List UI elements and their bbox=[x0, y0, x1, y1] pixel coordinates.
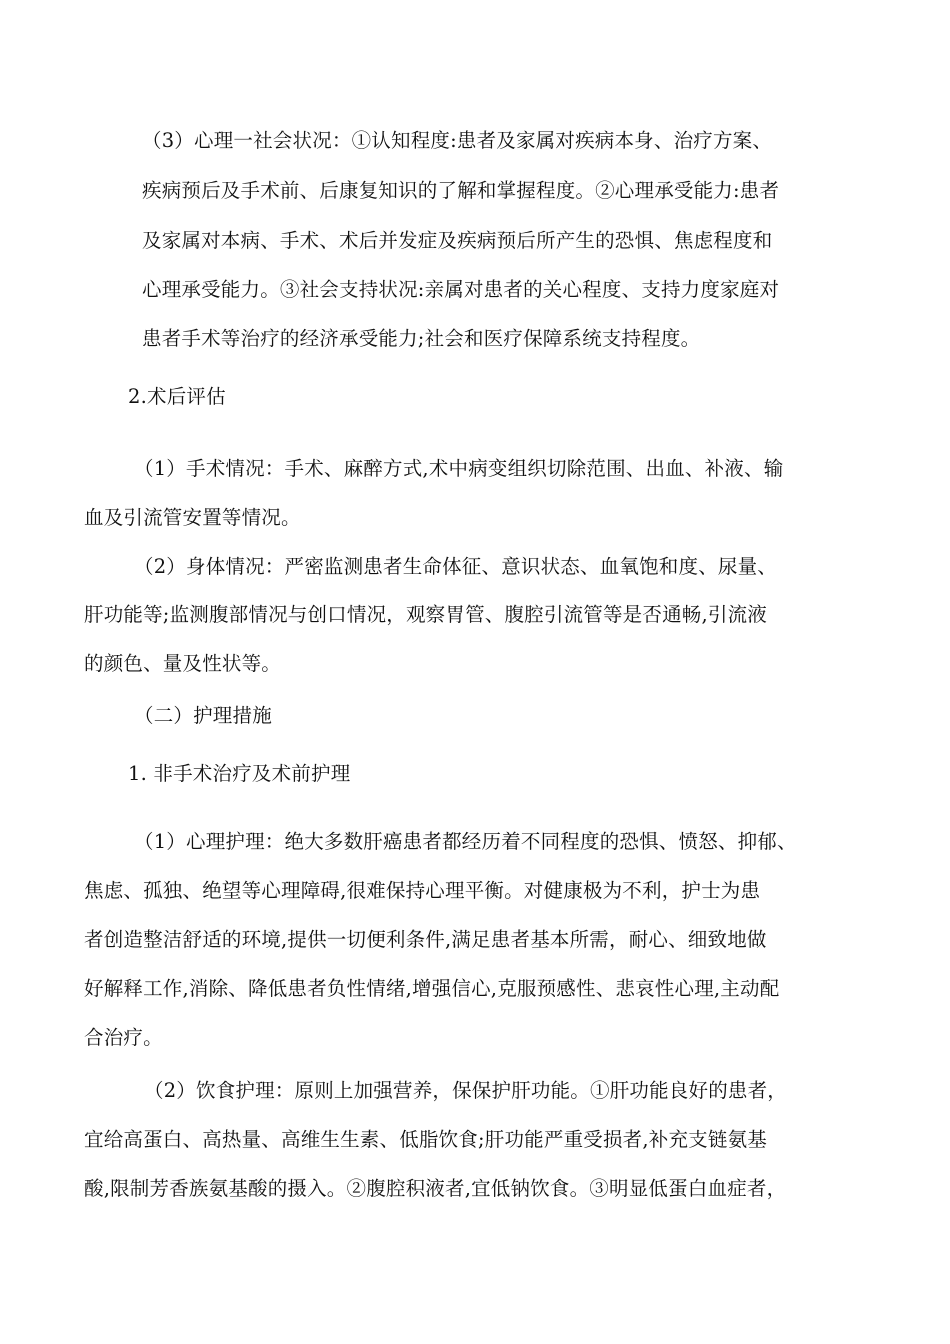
text-line: 好解释工作,消除、降低患者负性情绪,增强信心,克服预感性、悲哀性心理,主动配 bbox=[84, 977, 780, 1000]
text-line: （3）心理一社会状况：①认知程度:患者及家属对疾病本身、治疗方案、 bbox=[142, 129, 773, 152]
text-line: （2）身体情况：严密监测患者生命体征、意识状态、血氧饱和度、尿量、 bbox=[134, 555, 778, 578]
text-line: （2）饮食护理：原则上加强营养，保保护肝功能。①肝功能良好的患者， bbox=[144, 1079, 788, 1102]
section-heading: 2.术后评估 bbox=[128, 385, 226, 408]
section-heading: （二）护理措施 bbox=[134, 704, 272, 727]
text-line: （1）心理护理：绝大多数肝癌患者都经历着不同程度的恐惧、愤怒、抑郁、 bbox=[134, 830, 797, 853]
text-line: 焦虑、孤独、绝望等心理障碍,很难保持心理平衡。对健康极为不利，护士为患 bbox=[84, 879, 761, 902]
text-line: 者创造整洁舒适的环境,提供一切便利条件,满足患者基本所需，耐心、细致地做 bbox=[84, 928, 767, 951]
text-line: （1）手术情况：手术、麻醉方式,术中病变组织切除范围、出血、补液、输 bbox=[134, 457, 784, 480]
text-line: 酸,限制芳香族氨基酸的摄入。②腹腔积液者,宜低钠饮食。③明显低蛋白血症者， bbox=[84, 1177, 787, 1200]
text-line: 及家属对本病、手术、术后并发症及疾病预后所产生的恐惧、焦虑程度和 bbox=[142, 229, 773, 252]
text-line: 心理承受能力。③社会支持状况:亲属对患者的关心程度、支持力度家庭对 bbox=[142, 278, 780, 301]
text-line: 患者手术等治疗的经济承受能力;社会和医疗保障系统支持程度。 bbox=[142, 327, 701, 350]
text-line: 的颜色、量及性状等。 bbox=[84, 652, 282, 675]
text-line: 血及引流管安置等情况。 bbox=[84, 506, 301, 529]
text-line: 疾病预后及手术前、后康复知识的了解和掌握程度。②心理承受能力:患者 bbox=[142, 179, 780, 202]
text-line: 肝功能等;监测腹部情况与创口情况，观察胃管、腹腔引流管等是否通畅,引流液 bbox=[84, 603, 767, 626]
section-heading: 1. 非手术治疗及术前护理 bbox=[128, 762, 351, 785]
text-line: 宜给高蛋白、高热量、高维生生素、低脂饮食;肝功能严重受损者,补充支链氨基 bbox=[84, 1128, 767, 1151]
text-line: 合治疗。 bbox=[84, 1026, 163, 1049]
